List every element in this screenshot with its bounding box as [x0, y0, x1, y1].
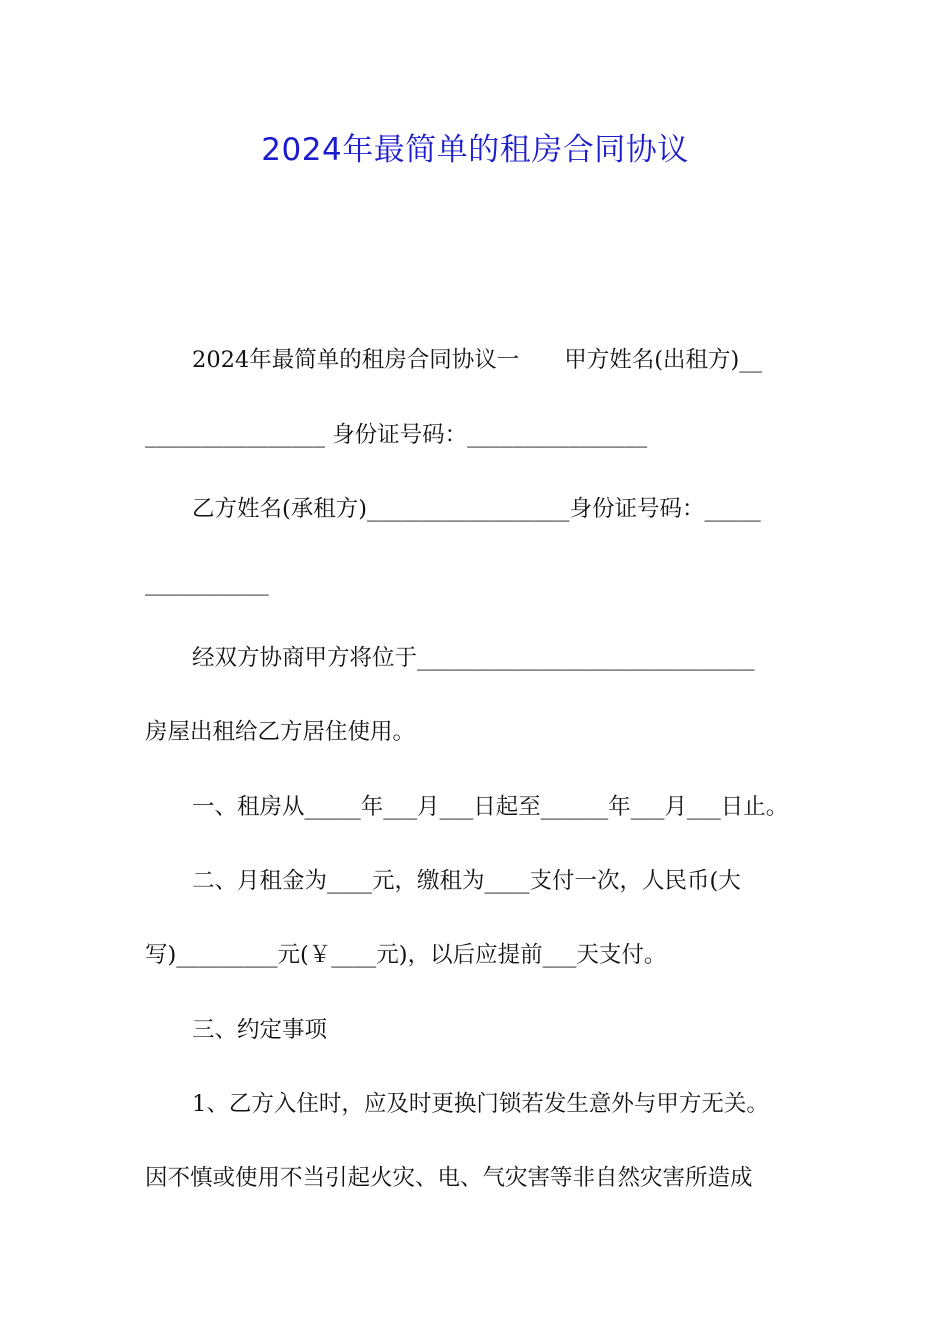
paragraph-line: 经双方协商甲方将位于______________________________: [192, 645, 755, 671]
paragraph-line: 2024年最简单的租房合同协议一 甲方姓名(出租方)__: [192, 347, 762, 373]
paragraph-line: 一、租房从_____年___月___日起至______年___月___日止。: [192, 794, 789, 820]
document-title: 2024年最简单的租房合同协议: [261, 132, 689, 168]
paragraph-line: 写)_________元(￥____元)，以后应提前___天支付。: [145, 942, 667, 968]
paragraph-line: ___________: [145, 570, 269, 596]
paragraph-line: 乙方姓名(承租方)__________________身份证号码：_____: [192, 496, 761, 522]
paragraph-line: 二、月租金为____元，缴租为____支付一次，人民币(大: [192, 868, 741, 894]
paragraph-line: 房屋出租给乙方居住使用。: [145, 719, 416, 745]
paragraph-line: 1、乙方入住时，应及时更换门锁若发生意外与甲方无关。: [192, 1091, 769, 1117]
section-heading: 三、约定事项: [192, 1017, 328, 1043]
paragraph-line: ________________ 身份证号码：________________: [145, 422, 648, 448]
paragraph-line: 因不慎或使用不当引起火灾、电、气灾害等非自然灾害所造成: [145, 1165, 753, 1191]
